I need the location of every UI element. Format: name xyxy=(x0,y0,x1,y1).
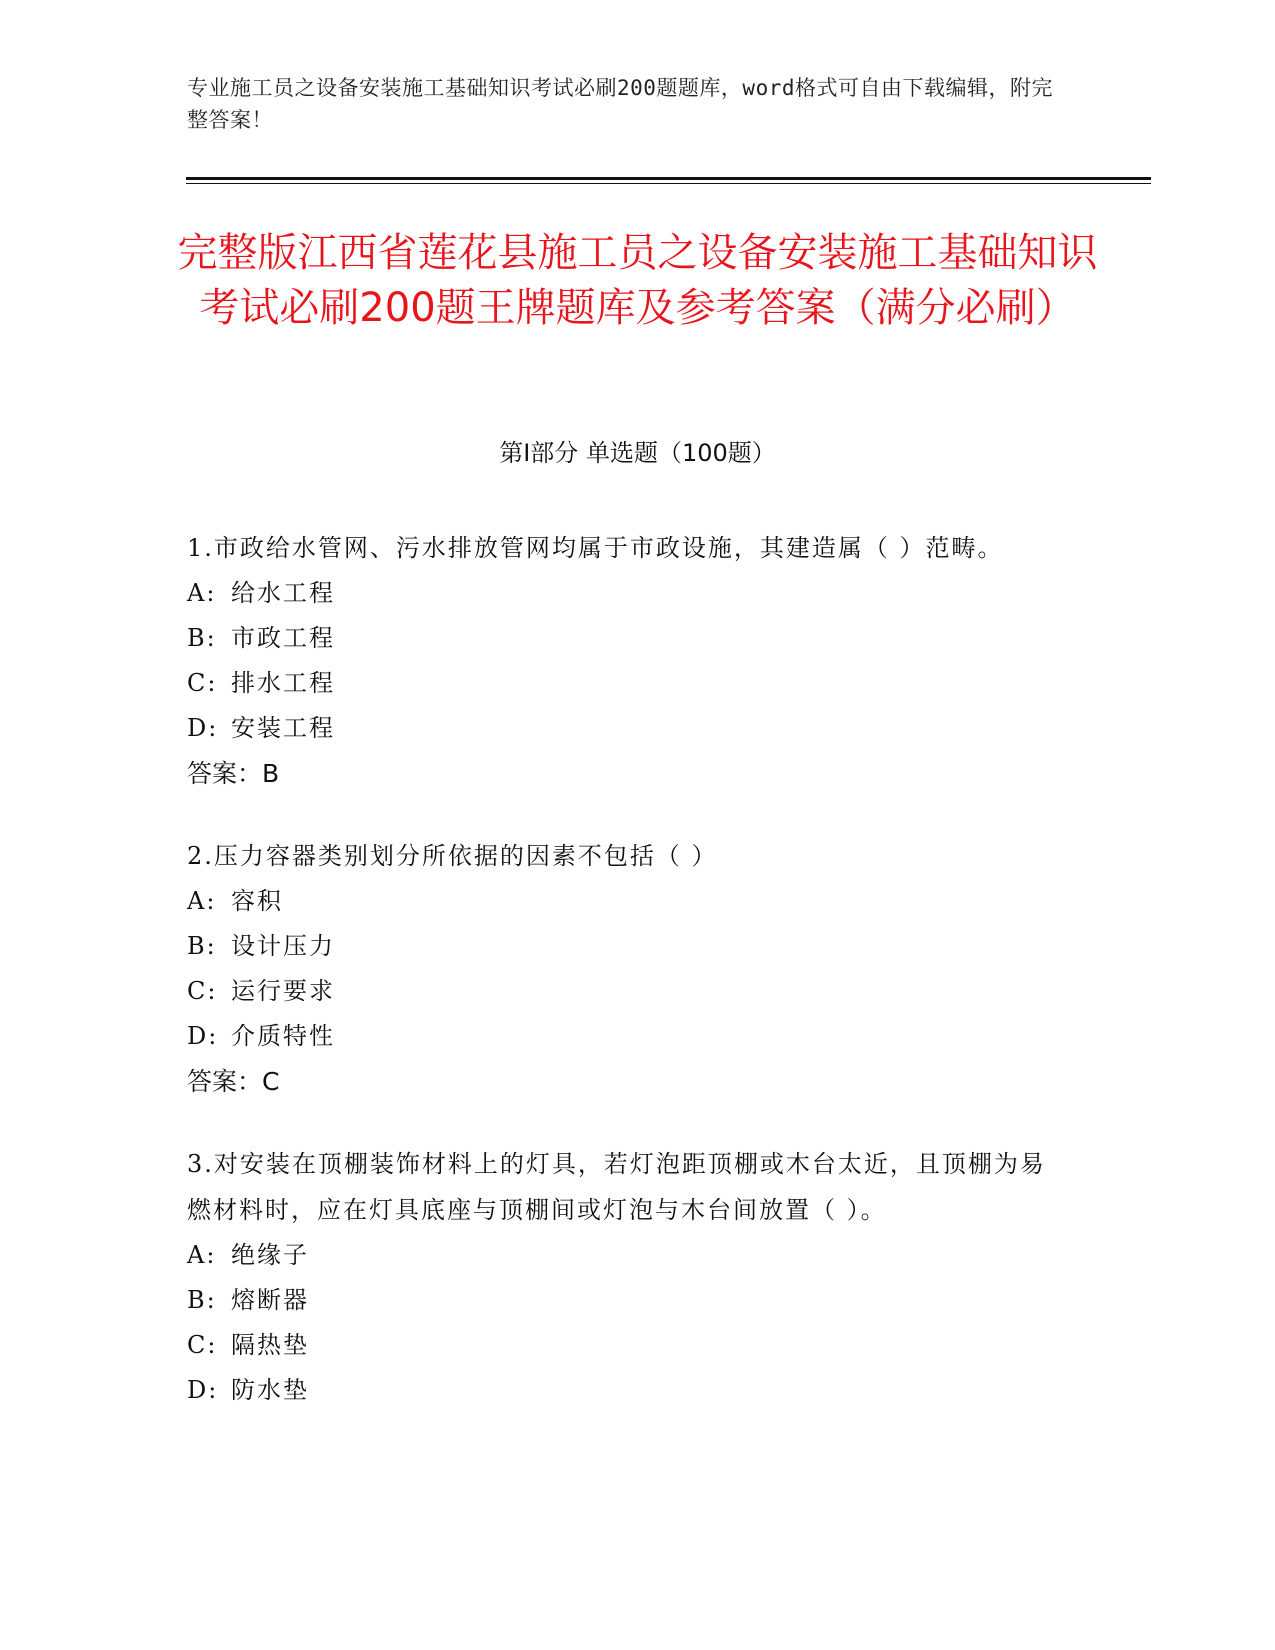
option-a xyxy=(187,571,1067,616)
option-letter: B: xyxy=(187,1286,217,1314)
option-text: 运行要求 xyxy=(231,977,335,1005)
question-1 xyxy=(187,525,1067,797)
option-letter: B: xyxy=(187,624,217,652)
option-text: 安装工程 xyxy=(231,714,335,742)
option-letter: D: xyxy=(187,1022,219,1050)
option-text: 防水垫 xyxy=(231,1376,309,1404)
option-letter: A: xyxy=(187,1241,217,1269)
option-d xyxy=(187,706,1067,751)
option-a xyxy=(187,879,1067,924)
option-b xyxy=(187,616,1067,661)
option-text: 隔热垫 xyxy=(231,1331,309,1359)
option-b xyxy=(187,924,1067,969)
header-rule-thick xyxy=(186,177,1151,180)
question-text: 2.压力容器类别划分所依据的因素不包括（ ） xyxy=(187,842,718,870)
option-text: 容积 xyxy=(231,887,283,915)
header-rule-thin xyxy=(186,183,1151,184)
option-text: 绝缘子 xyxy=(231,1241,309,1269)
question-text: 3.对安装在顶棚装饰材料上的灯具，若灯泡距顶棚或木台太近，且顶棚为易燃材料时，应在灯具底座与顶棚间或灯泡与木台间放置（ ）。 xyxy=(187,1150,1046,1224)
option-letter: A: xyxy=(187,579,217,607)
option-letter: B: xyxy=(187,932,217,960)
option-letter: D: xyxy=(187,1376,219,1404)
document-title: 完整版江西省莲花县施工员之设备安装施工基础知识考试必刷200题王牌题库及参考答案（满分必刷） xyxy=(177,230,1098,331)
option-text: 给水工程 xyxy=(231,579,335,607)
option-b xyxy=(187,1278,1067,1323)
option-letter: C: xyxy=(187,669,218,697)
option-a xyxy=(187,1233,1067,1278)
option-d xyxy=(187,1014,1067,1059)
option-c xyxy=(187,661,1067,706)
header-note: 专业施工员之设备安装施工基础知识考试必刷200题题库，word格式可自由下载编辑，附完整答案！ xyxy=(187,76,1053,132)
option-letter: A: xyxy=(187,887,217,915)
question-list xyxy=(187,525,1067,1449)
option-letter: D: xyxy=(187,714,219,742)
option-text: 熔断器 xyxy=(231,1286,309,1314)
option-text: 排水工程 xyxy=(231,669,335,697)
option-letter: C: xyxy=(187,1331,218,1359)
option-d xyxy=(187,1368,1067,1413)
question-2 xyxy=(187,833,1067,1105)
option-letter: C: xyxy=(187,977,218,1005)
question-3 xyxy=(187,1141,1067,1413)
option-text: 设计压力 xyxy=(231,932,335,960)
option-c xyxy=(187,1323,1067,1368)
section-title: 第Ⅰ部分 单选题（100题） xyxy=(499,439,776,467)
answer-text: 答案：B xyxy=(187,759,280,788)
option-c xyxy=(187,969,1067,1014)
answer-text: 答案：C xyxy=(187,1067,280,1096)
option-text: 市政工程 xyxy=(231,624,335,652)
option-text: 介质特性 xyxy=(231,1022,335,1050)
question-text: 1.市政给水管网、污水排放管网均属于市政设施，其建造属（ ）范畴。 xyxy=(187,534,1004,562)
